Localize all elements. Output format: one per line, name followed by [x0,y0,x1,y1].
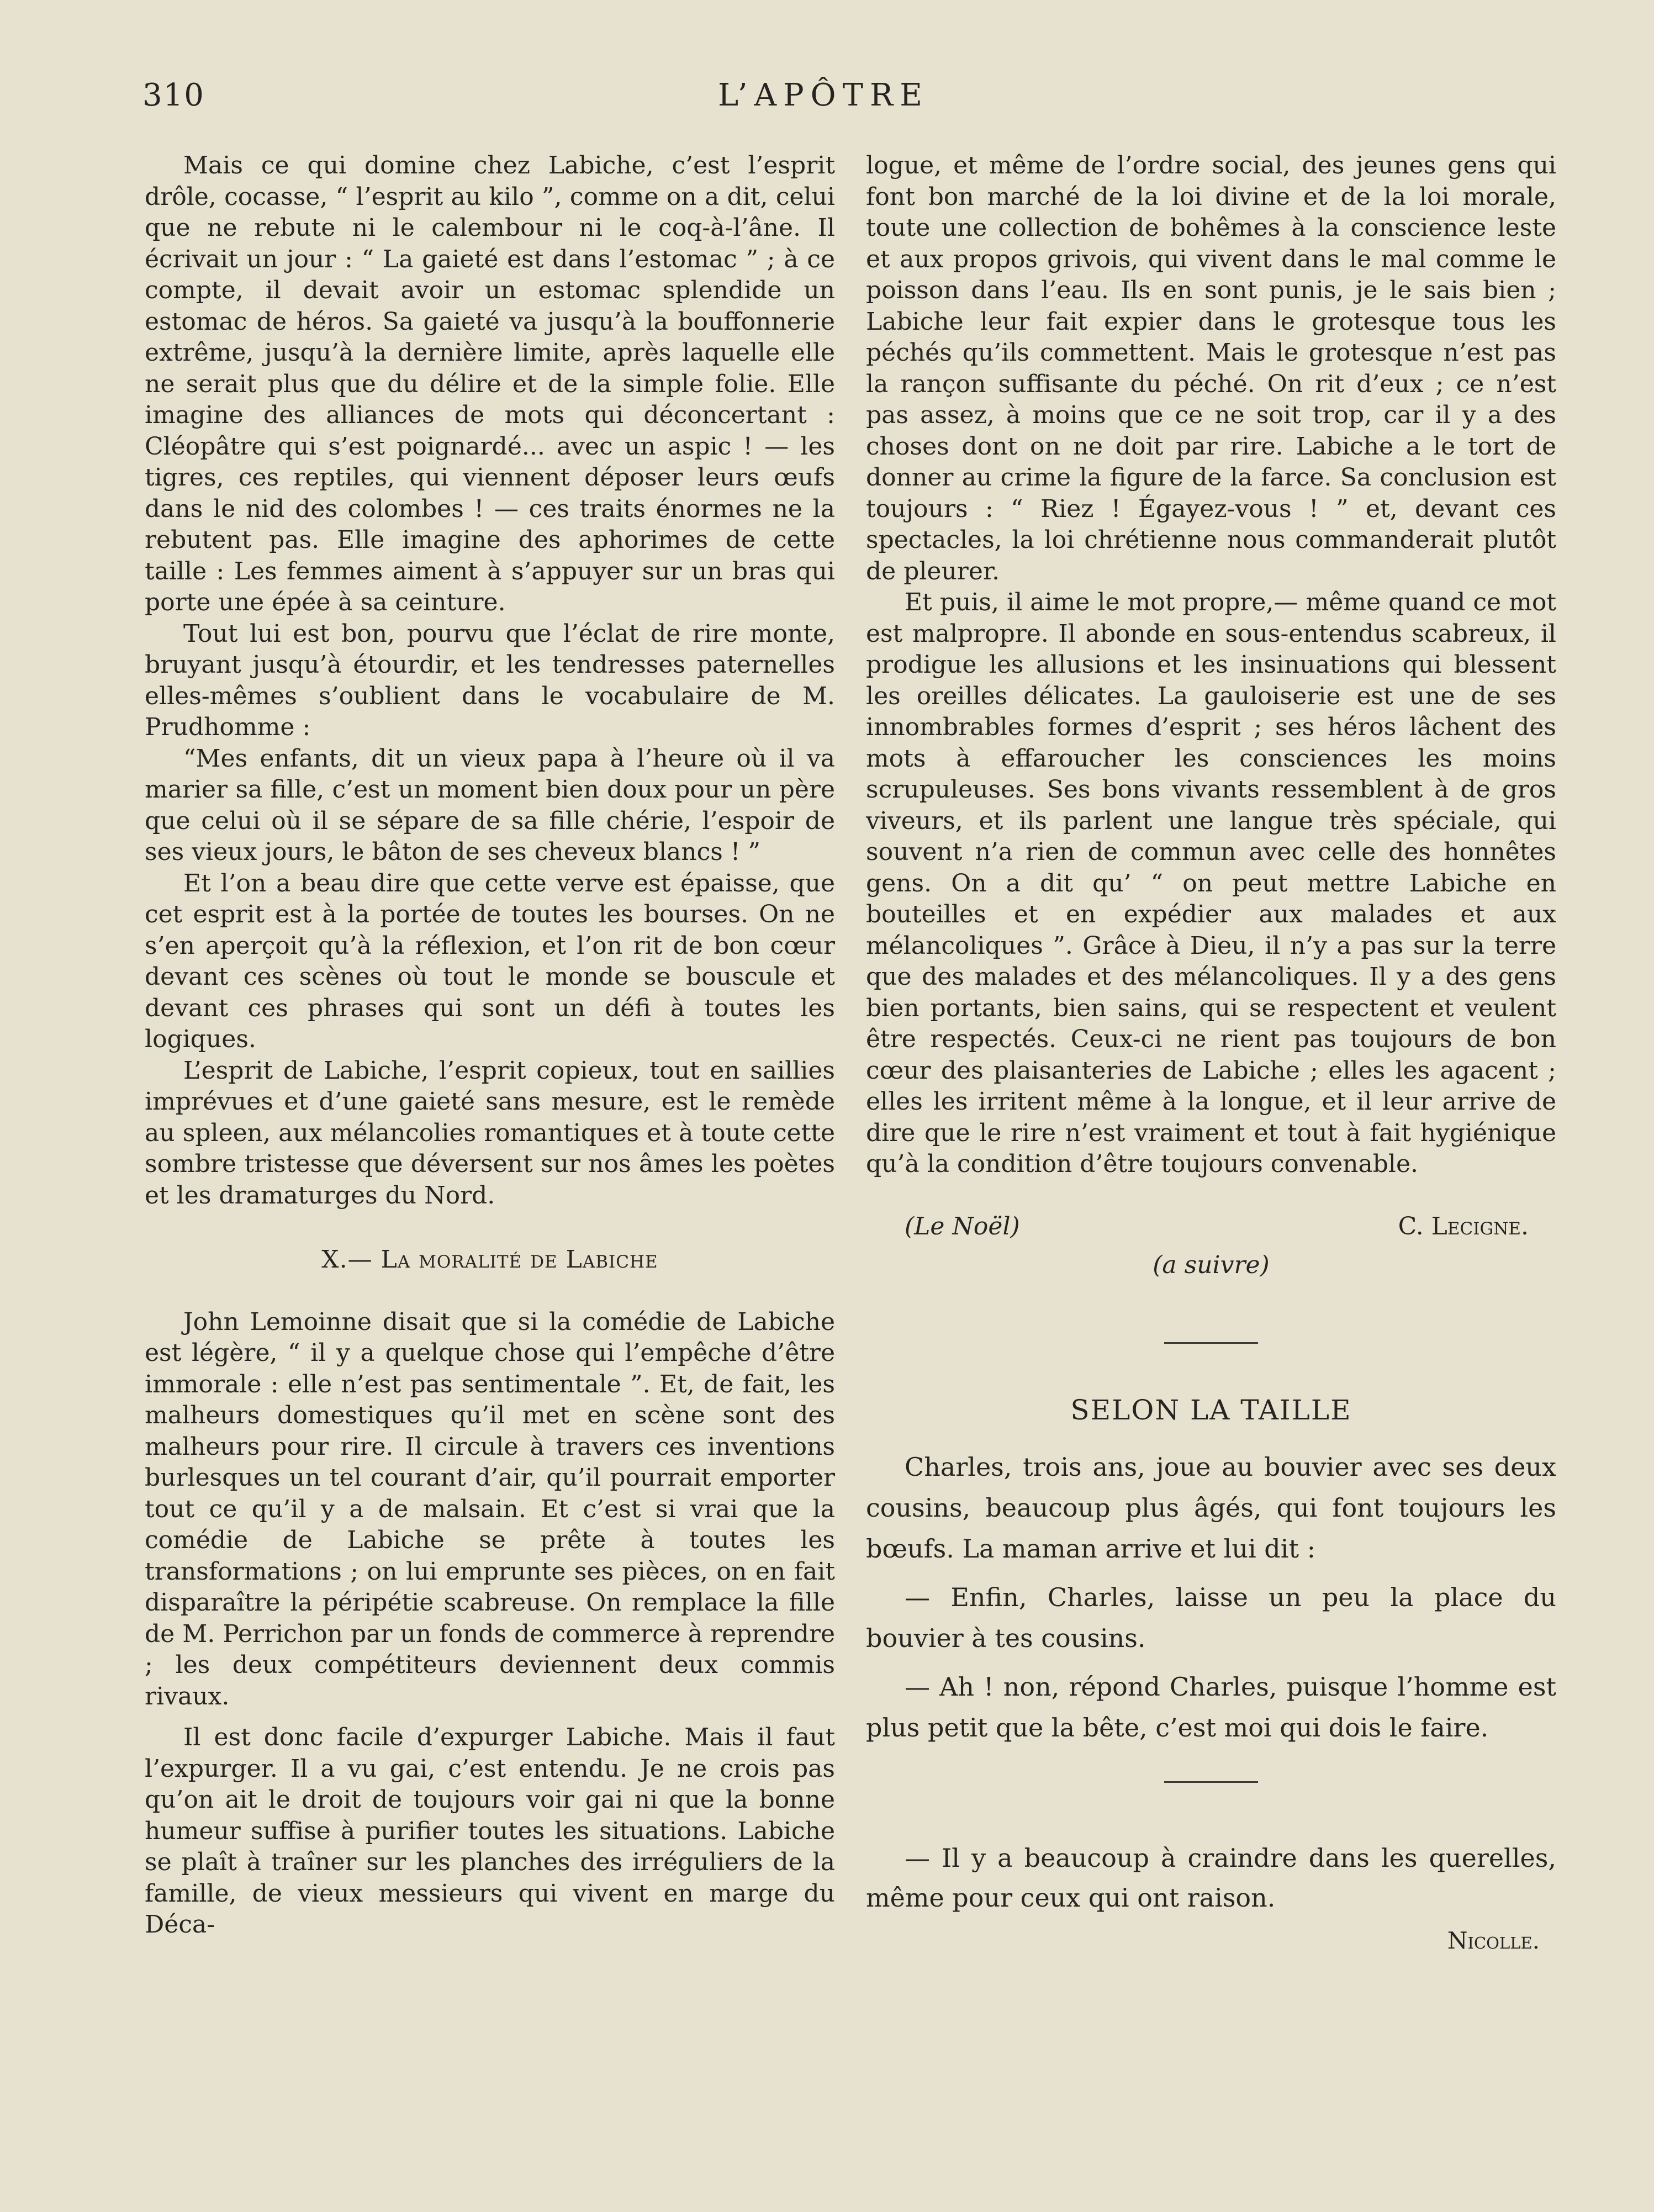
story-body [866,1446,1556,1748]
left-column [145,150,835,1941]
story-paragraph: — Enfin, Charles, laisse un peu la place du bouvier à tes cousins. [866,1582,1556,1653]
paragraph-prudhomme-quote: “Mes enfants, dit un vieux papa à l’heure où il va marier sa fille, c’est un moment bien doux pour un père que celui où il se sépare de sa fille chérie, l’espoir de ses vieux jours, le bâton de ses cheveux blancs ! ” [145,744,835,866]
maxim [866,1838,1556,1957]
divider [1164,1781,1258,1783]
page-number: 310 [142,77,205,113]
right-column [866,150,1556,1957]
story-paragraph: — Ah ! non, répond Charles, puisque l’homme est plus petit que la bête, c’est moi qui dois le faire. [866,1672,1556,1743]
paragraph-mot-propre: Et puis, il aime le mot propre,— même quand ce mot est malpropre. Il abonde en sous-entendus scabreux, il prodigue les allusions et les insinuations qui blessent les oreilles délicates. La gauloiserie est une de ses innombrables formes d’esprit ; ses héros lâchent des mots à effaroucher les consciences les moins scrupuleuses. Ses bons vivants ressemblent à de gros viveurs, et ils parlent une langue très spéciale, qui souvent n’a rien de commun avec celle des honnêtes gens. On a dit qu’ “ on peut mettre Labiche en bouteilles et en expédier aux malades et aux mélancoliques ”. Grâce à Dieu, il n’y a pas sur la terre que des malades et des mélancoliques. Il y a des gens bien portants, bien sains, qui se respectent et veulent être respectés. Ceux-ci ne rient pas toujours de bon cœur des plaisanteries de Labiche ; elles les agacent ; elles les irritent même à la longue, et il leur arrive de dire que le rire n’est vraiment et tout à fait hygiénique qu’à la condition d’être toujours convenable. [866,588,1556,1178]
paragraph-lemoinne: John Lemoinne disait que si la comédie de Labiche est légère, “ il y a quelque chose qui l’empêche d’être immorale : elle n’est pas sentimentale ”. Et, de fait, les malheurs domestiques qu’il met en scène sont des malheurs pour rire. Il circule à travers ces inventions burlesques un tel courant d’air, qu’il pourrait emporter tout ce qu’il y a de malsain. Et c’est si vrai que la comédie de Labiche se prête à toutes les transformations ; on lui emprunte ses pièces, on en fait disparaître la péripétie scabreuse. On remplace la fille de M. Perrichon par un fonds de commerce à reprendre ; les deux compétiteurs deviennent deux commis rivaux. [145,1307,835,1711]
article-author: C. Lecigne. [1398,1212,1529,1240]
paragraph-esprit-copieux: L’esprit de Labiche, l’esprit copieux, tout en saillies imprévues et d’une gaieté sans mesure, est le remède au spleen, aux mélancolies romantiques et à toute cette sombre tristesse que déversent sur nos âmes les poètes et les dramaturges du Nord. [145,1056,835,1210]
divider [1164,1342,1258,1344]
paragraph-labiche-esprit: Mais ce qui domine chez Labiche, c’est l’esprit drôle, cocasse, “ l’esprit au kilo ”, comme on a dit, celui que ne rebute ni le calembour ni le coq-à-l’âne. Il écrivait un jour : “ La gaieté est dans l’estomac ” ; à ce compte, il devait avoir un estomac splendide un estomac de héros. Sa gaieté va jusqu’à la bouffonnerie extrême, jusqu’à la dernière limite, après laquelle elle ne serait plus que du délire et de la simple folie. Elle imagine des alliances de mots qui déconcertant : Cléopâtre qui s’est poignardé... avec un aspic ! — les tigres, ces reptiles, qui viennent déposer leurs œufs dans le nid des colombes ! — ces traits énormes ne la rebutent pas. Elle imagine des aphorimes de cette taille : Les femmes aiment à s’appuyer sur un bras qui porte une épée à sa ceinture. [145,151,835,616]
story-title: SELON LA TAILLE [1070,1393,1352,1426]
source-citation: (Le Noël) [905,1212,1020,1240]
maxim-author: Nicolle. [1447,1927,1540,1954]
paragraph-expurger: Il est donc facile d’expurger Labiche. Mais il faut l’expurger. Il a vu gai, c’est entendu. Je ne crois pas qu’on ait le droit de toujours voir gai ni que la bonne humeur suffise à purifier toutes les situations. Labiche se plaît à traîner sur les planches des irréguliers de la famille, de vieux messieurs qui vivent en marge du Déca- [145,1723,835,1939]
running-title: L’APÔTRE [718,77,929,113]
story-paragraph: Charles, trois ans, joue au bouvier avec ses deux cousins, beaucoup plus âgés, qui font toujours les bœufs. La maman arrive et lui dit : [866,1452,1556,1564]
paragraph-tout-lui-est-bon: Tout lui est bon, pourvu que l’éclat de rire monte, bruyant jusqu’à étourdir, et les tendresses paternelles elles-mêmes s’oublient dans le vocabulaire de M. Prudhomme : [145,619,835,741]
paragraph-continuation: logue, et même de l’ordre social, des jeunes gens qui font bon marché de la loi divine et de la loi morale, toute une collection de bohêmes à la conscience leste et aux propos grivois, qui vivent dans le mal comme le poisson dans l’eau. Ils en sont punis, je le sais bien ; Labiche leur fait expier dans le grotesque tous les péchés qu’ils commettent. Mais le grotesque n’est pas la rançon suffisante du péché. On rit d’eux ; ce n’est pas assez, à moins que ce ne soit trop, car il y a des choses dont on ne doit par rire. Labiche a le tort de donner au crime la figure de la farce. Sa conclusion est toujours : “ Riez ! Égayez-vous ! ” et, devant ces spectacles, la loi chrétienne nous commanderait plutôt de pleurer. [866,151,1556,585]
to-be-continued: (a suivre) [1153,1251,1270,1279]
section-heading-moralite: X.— La moralité de Labiche [321,1245,658,1274]
maxim-text: — Il y a beaucoup à craindre dans les querelles, même pour ceux qui ont raison. [866,1843,1556,1913]
article-signoff [866,1211,1556,1243]
paragraph-verve: Et l’on a beau dire que cette verve est épaisse, que cet esprit est à la portée de toutes les bourses. On ne s’en aperçoit qu’à la réflexion, et l’on rit de bon cœur devant ces scènes où tout le monde se bouscule et devant ces phrases qui sont un défi à toutes les logiques. [145,869,835,1053]
